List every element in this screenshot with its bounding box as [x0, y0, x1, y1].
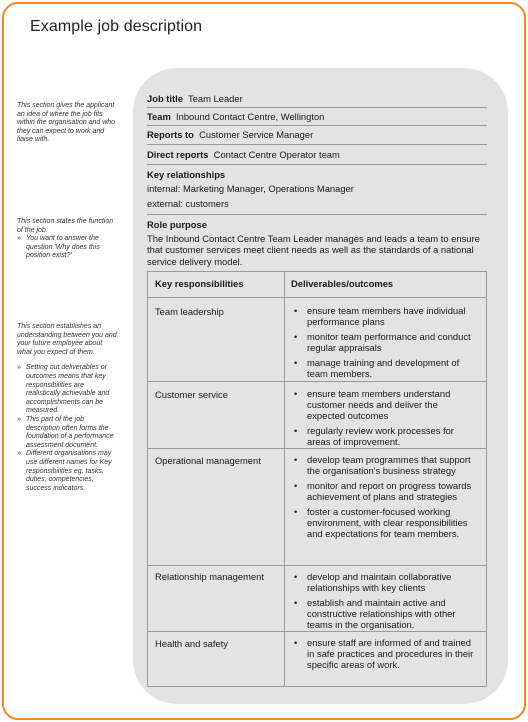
- deliverables-list: [289, 571, 477, 634]
- responsibility-area: Customer service: [155, 389, 228, 400]
- field-value: Team Leader: [188, 93, 243, 104]
- deliverable-item: • ensure team members understand customer needs and deliver the expected outcomes: [289, 388, 477, 421]
- deliverables-list: [289, 454, 477, 543]
- external-relationships: external: customers: [147, 198, 229, 210]
- deliverable-item: • regularly review work processes for areas of improvement.: [289, 425, 477, 447]
- side-note-bullet: » You want to answer the question 'Why does this position exist?': [17, 235, 117, 261]
- deliverable-item: • monitor and report on progress towards achievement of plans and strategies: [289, 480, 477, 502]
- column-divider: [284, 271, 285, 687]
- section-label: Role purpose: [147, 219, 207, 230]
- role-purpose-text: The Inbound Contact Centre Team Leader manages and leads a team to ensure that customer services meet client needs as well as the standards of a national service delivery model.: [147, 233, 480, 267]
- internal-relationships: internal: Marketing Manager, Operations Manager: [147, 183, 354, 195]
- direct-reports-field: [147, 149, 487, 160]
- field-label: Team: [147, 111, 171, 122]
- field-label: Job title: [147, 93, 183, 104]
- reports-to-field: [147, 129, 487, 140]
- column-header-deliverables: Deliverables/outcomes: [291, 278, 394, 289]
- divider: [147, 107, 487, 108]
- column-header-responsibilities: Key responsibilities: [155, 278, 244, 289]
- deliverable-item: • establish and maintain active and constructive relationships with other teams in the organisation.: [289, 597, 477, 630]
- side-note-bullet: » Different organisations may use different names for Key responsibilities eg, tasks, duties, competencies, success indicators.: [17, 450, 117, 493]
- field-value: Contact Centre Operator team: [213, 149, 340, 160]
- side-note-bullet: » Setting out deliverables or outcomes means that key responsibilities are realistically achievable and accomplishments can be measured.: [17, 364, 117, 416]
- divider: [147, 144, 487, 145]
- side-note-function: [17, 218, 117, 261]
- side-note-text: This section states the function of the job.: [17, 218, 114, 234]
- page-title: Example job description: [30, 18, 203, 35]
- deliverable-item: • foster a customer-focused working environment, with clear responsibilities and expectations for team members.: [289, 506, 477, 539]
- role-purpose-section: [147, 219, 487, 267]
- job-title-field: [147, 93, 487, 104]
- divider: [147, 214, 487, 215]
- side-note-bullet: » This part of the job description often forms the foundation of a performance assessment document.: [17, 416, 117, 450]
- deliverable-item: • develop team programmes that support the organisation's business strategy: [289, 454, 477, 476]
- deliverable-item: • ensure team members have individual performance plans: [289, 305, 477, 327]
- divider: [147, 164, 487, 165]
- table-row-line: [147, 381, 487, 382]
- deliverable-item: • manage training and development of team members.: [289, 357, 477, 379]
- field-value: Inbound Contact Centre, Wellington: [176, 111, 325, 122]
- side-note-context: [17, 102, 117, 145]
- header-row-line: [147, 297, 487, 298]
- side-note-text: This section gives the applicant an idea of where the job fits within the organisation and who they can expect to work and liaise with.: [17, 102, 116, 144]
- table-row-line: [147, 631, 487, 632]
- deliverables-list: [289, 388, 477, 451]
- side-note-text: This section establishes an understanding between you and your future employee about what you expect of them.: [17, 323, 117, 356]
- field-label: Reports to: [147, 129, 194, 140]
- field-value: Customer Service Manager: [199, 129, 314, 140]
- section-label: Key relationships: [147, 169, 226, 180]
- side-note-responsibilities: [17, 323, 117, 493]
- key-relationships-section: [147, 169, 487, 210]
- divider: [147, 125, 487, 126]
- field-label: Direct reports: [147, 149, 209, 160]
- table-row-line: [147, 565, 487, 566]
- deliverable-item: • ensure staff are informed of and trained in safe practices and procedures in their specific areas of work.: [289, 637, 477, 670]
- deliverables-list: [289, 305, 477, 383]
- deliverables-list: [289, 637, 477, 674]
- responsibility-area: Team leadership: [155, 306, 224, 317]
- deliverable-item: • monitor team performance and conduct regular appraisals: [289, 331, 477, 353]
- responsibility-area: Operational management: [155, 455, 261, 466]
- team-field: [147, 111, 487, 122]
- table-row-line: [147, 448, 487, 449]
- deliverable-item: • develop and maintain collaborative relationships with key clients: [289, 571, 477, 593]
- responsibility-area: Relationship management: [155, 571, 264, 582]
- responsibility-area: Health and safety: [155, 638, 228, 649]
